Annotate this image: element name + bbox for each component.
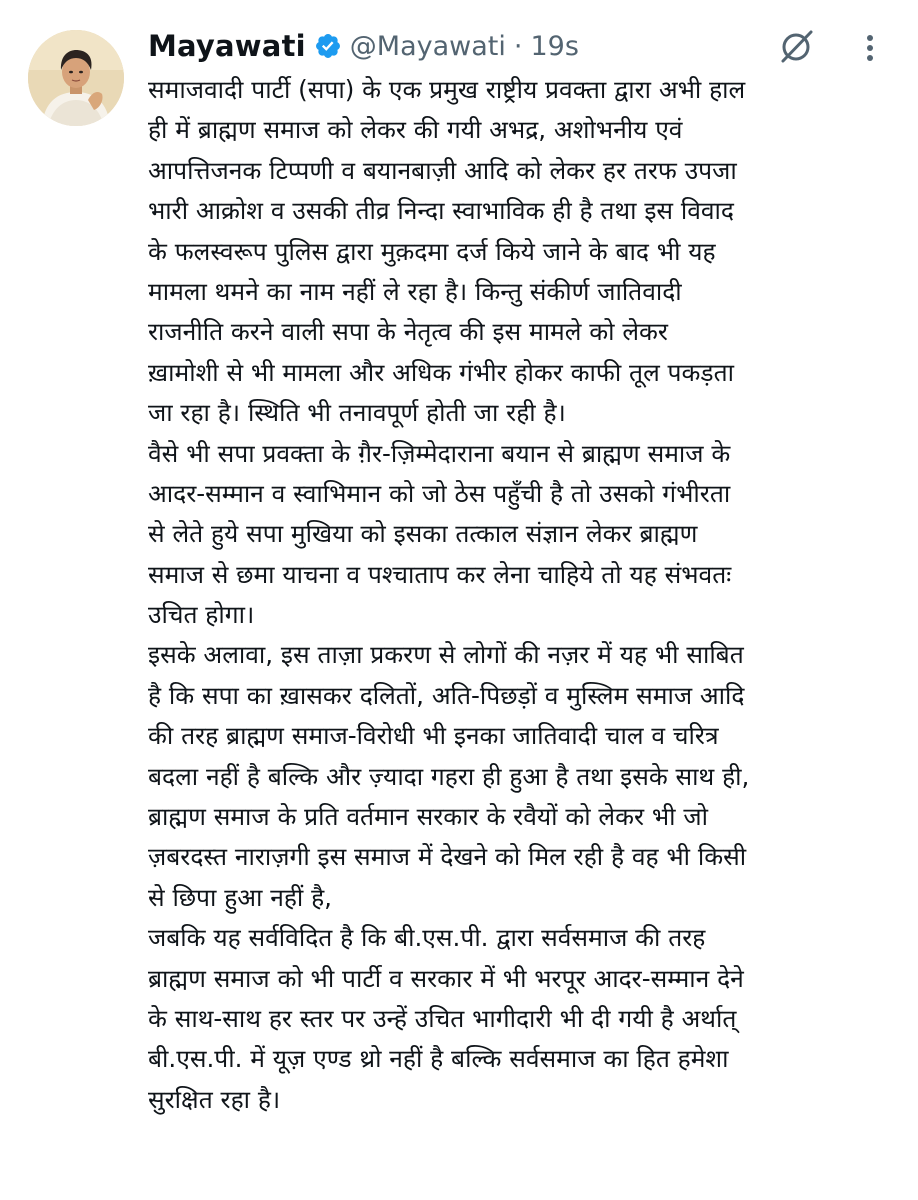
avatar[interactable] <box>28 30 124 126</box>
grok-icon[interactable] <box>775 24 819 68</box>
tweet-text-line: वैसे भी सपा प्रवक्ता के ग़ैर-ज़िम्मेदाराना बयान से ब्राह्मण समाज के <box>148 438 731 468</box>
tweet-text-line: के साथ-साथ हर स्तर पर उन्हें उचित भागीदारी भी दी गयी है अर्थात् <box>148 1003 737 1033</box>
tweet-text-line: सुरक्षित रहा है। <box>148 1084 281 1114</box>
tweet-text-line: ब्राह्मण समाज को भी पार्टी व सरकार में भी भरपूर आदर-सम्मान देने <box>148 963 744 993</box>
timestamp[interactable]: 19s <box>530 30 579 62</box>
tweet-text-line: की तरह ब्राह्मण समाज-विरोधी भी इनका जातिवादी चाल व चरित्र <box>148 721 719 751</box>
author-name[interactable]: Mayawati <box>148 29 306 63</box>
separator-dot: · <box>513 30 523 62</box>
tweet-text <box>148 70 898 1120</box>
tweet-text-line: समाज से छमा याचना व पश्चाताप कर लेना चाहिये तो यह संभवतः <box>148 559 732 589</box>
verified-badge-icon <box>314 32 342 60</box>
tweet-text-line: राजनीति करने वाली सपा के नेतृत्व की इस मामले को लेकर <box>148 317 668 347</box>
tweet-text-line: मामला थमने का नाम नहीं ले रहा है। किन्तु संकीर्ण जातिवादी <box>148 276 682 306</box>
tweet-text-line: से छिपा हुआ नहीं है, <box>148 882 332 912</box>
tweet-text-line: ही में ब्राह्मण समाज को लेकर की गयी अभद्र, अशोभनीय एवं <box>148 115 683 145</box>
tweet-text-line: के फलस्वरूप पुलिस द्वारा मुक़दमा दर्ज किये जाने के बाद भी यह <box>148 236 716 266</box>
more-vertical-icon[interactable] <box>852 28 888 68</box>
tweet-text-line: ब्राह्मण समाज के प्रति वर्तमान सरकार के रवैयों को लेकर भी जो <box>148 802 708 832</box>
tweet-text-line: इसके अलावा, इस ताज़ा प्रकरण से लोगों की नज़र में यह भी साबित <box>148 640 744 670</box>
tweet-text-line: ख़ामोशी से भी मामला और अधिक गंभीर होकर काफी तूल पकड़ता <box>148 357 734 387</box>
tweet-text-line: उचित होगा। <box>148 600 255 630</box>
tweet-header <box>148 26 579 66</box>
author-handle[interactable]: @Mayawati <box>349 30 506 62</box>
tweet-text-line: है कि सपा का ख़ासकर दलितों, अति-पिछड़ों व मुस्लिम समाज आदि <box>148 680 745 710</box>
tweet-text-line: आदर-सम्मान व स्वाभिमान को जो ठेस पहुँची है तो उसको गंभीरता <box>148 478 731 508</box>
tweet-text-line: ज़बरदस्त नाराज़गी इस समाज में देखने को मिल रही है वह भी किसी <box>148 842 747 872</box>
tweet-text-line: बदला नहीं है बल्कि और ज़्यादा गहरा ही हुआ है तथा इसके साथ ही, <box>148 761 750 791</box>
avatar-image <box>28 30 124 126</box>
tweet-text-line: आपत्तिजनक टिप्पणी व बयानबाज़ी आदि को लेकर हर तरफ उपजा <box>148 155 737 185</box>
tweet-text-line: जा रहा है। स्थिति भी तनावपूर्ण होती जा रही है। <box>148 398 566 428</box>
tweet-text-line: से लेते हुये सपा मुखिया को इसका तत्काल संज्ञान लेकर ब्राह्मण <box>148 519 698 549</box>
tweet-text-line: जबकि यह सर्वविदित है कि बी.एस.पी. द्वारा सर्वसमाज की तरह <box>148 923 706 953</box>
tweet-text-line: भारी आक्रोश व उसकी तीव्र निन्दा स्वाभाविक ही है तथा इस विवाद <box>148 196 734 226</box>
tweet-text-line: समाजवादी पार्टी (सपा) के एक प्रमुख राष्ट्रीय प्रवक्ता द्वारा अभी हाल <box>148 75 746 104</box>
tweet-text-line: बी.एस.पी. में यूज़ एण्ड थ्रो नहीं है बल्कि सर्वसमाज का हित हमेशा <box>148 1044 729 1074</box>
